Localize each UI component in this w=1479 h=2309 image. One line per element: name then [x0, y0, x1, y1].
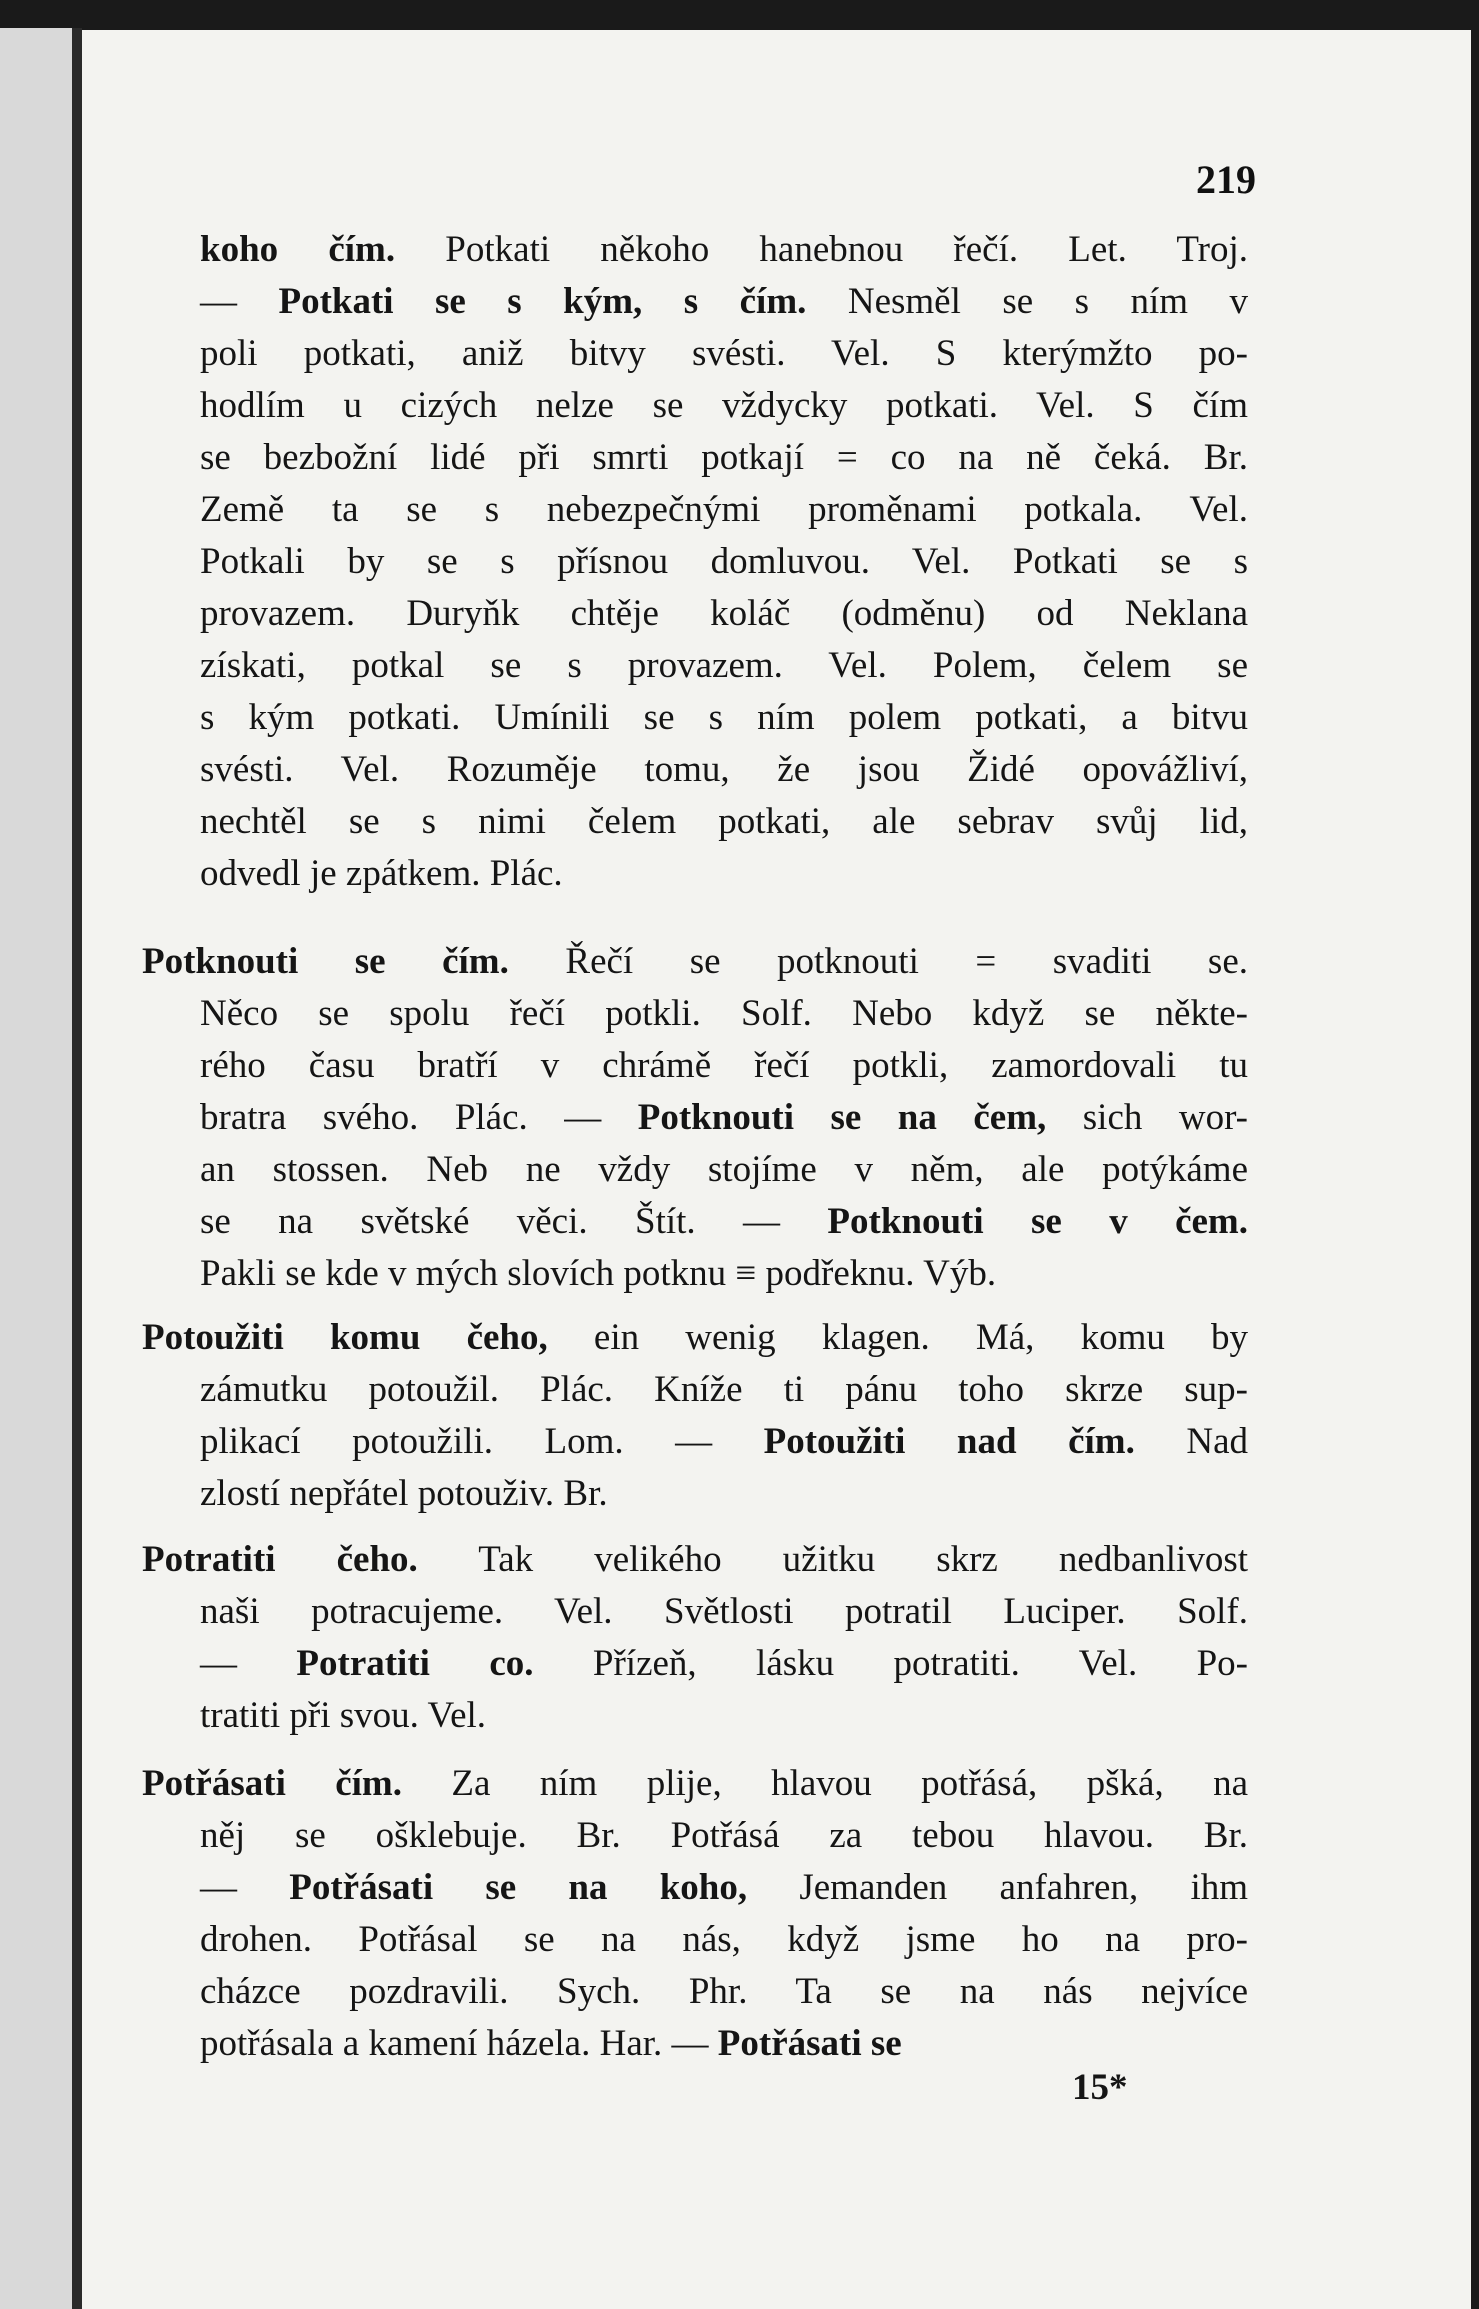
text-run: Nesměl se s ním v — [806, 281, 1248, 322]
text-line — [200, 1966, 1248, 2018]
text-line — [200, 1416, 1248, 1468]
text-line — [200, 1092, 1248, 1144]
text-run: — — [200, 1643, 297, 1684]
text-run: drohen. Potřásal se na nás, když jsme ho na pro- — [200, 1919, 1248, 1960]
text-run: — — [200, 1867, 290, 1908]
text-line — [200, 1690, 1248, 1742]
text-run: rého času bratří v chrámě řečí potkli, zamordovali tu — [200, 1045, 1248, 1086]
text-run: získati, potkal se s provazem. Vel. Polem, čelem se — [200, 645, 1248, 686]
text-run: s kým potkati. Umínili se s ním polem potkati, a bitvu — [200, 697, 1248, 738]
text-run: Potkati někoho hanebnou řečí. Let. Troj. — [395, 229, 1248, 270]
text-line — [200, 588, 1248, 640]
text-run: plikací potoužili. Lom. — — [200, 1421, 764, 1462]
text-run: tratiti při svou. Vel. — [200, 1695, 487, 1736]
dictionary-entry-potkati — [200, 224, 1248, 900]
text-line — [200, 988, 1248, 1040]
text-run: Jemanden anfahren, ihm — [747, 1867, 1249, 1908]
text-run: odvedl je zpátkem. Plác. — [200, 853, 563, 894]
text-line — [142, 1758, 1248, 1810]
headword: Potřásati se — [717, 2023, 902, 2064]
text-line — [200, 432, 1248, 484]
text-line — [200, 1914, 1248, 1966]
text-run: — — [200, 281, 279, 322]
text-line — [200, 1248, 1248, 1300]
text-run: potřásala a kamení házela. Har. — — [200, 2023, 718, 2064]
text-run: Přízeň, lásku potratiti. Vel. Po- — [533, 1643, 1248, 1684]
text-line — [200, 2018, 1248, 2070]
adjacent-page-edge — [0, 28, 72, 2309]
text-run: hodlím u cizých nelze se vždycky potkati. Vel. S čím — [200, 385, 1248, 426]
text-run: poli potkati, aniž bitvy svésti. Vel. S kterýmžto po- — [200, 333, 1248, 374]
text-run: Něco se spolu řečí potkli. Solf. Nebo když se někte- — [200, 993, 1248, 1034]
text-line — [142, 936, 1248, 988]
text-line — [200, 276, 1248, 328]
text-line — [200, 484, 1248, 536]
text-line — [142, 1534, 1248, 1586]
text-run: zámutku potoužil. Plác. Kníže ti pánu toho skrze sup- — [200, 1369, 1248, 1410]
text-run: svésti. Vel. Rozuměje tomu, že jsou Židé opovážliví, — [200, 749, 1248, 790]
page-number: 219 — [1196, 157, 1256, 202]
headword: Potratiti čeho. — [142, 1539, 418, 1580]
text-line — [200, 1586, 1248, 1638]
text-run: něj se ošklebuje. Br. Potřásá za tebou hlavou. Br. — [200, 1815, 1248, 1856]
text-run: sich wor- — [1046, 1097, 1248, 1138]
text-run: an stossen. Neb ne vždy stojíme v něm, ale potýkáme — [200, 1149, 1248, 1190]
headword: Potknouti se čím. — [142, 941, 509, 982]
headword: Potoužiti nad čím. — [763, 1421, 1135, 1462]
text-run: Za ním plije, hlavou potřásá, pšká, na — [402, 1763, 1248, 1804]
headword: Potkati se s kým, s čím. — [278, 281, 807, 322]
text-line — [200, 224, 1248, 276]
book-gutter — [72, 28, 82, 2309]
text-line — [200, 692, 1248, 744]
text-run: se bezbožní lidé při smrti potkají = co na ně čeká. Br. — [200, 437, 1248, 478]
dictionary-entry-potknouti — [142, 936, 1248, 1300]
dictionary-entry-potratiti — [142, 1534, 1248, 1742]
text-line — [200, 536, 1248, 588]
text-run: cházce pozdravili. Sych. Phr. Ta se na nás nejvíce — [200, 1971, 1248, 2012]
text-line — [200, 380, 1248, 432]
headword: Potřásati čím. — [142, 1763, 402, 1804]
text-line — [200, 744, 1248, 796]
headword: koho čím. — [200, 229, 396, 270]
text-line — [200, 796, 1248, 848]
text-run: Pakli se kde v mých slovích potknu ≡ podřeknu. Výb. — [200, 1253, 997, 1294]
headword: Potknouti se v čem. — [827, 1201, 1248, 1242]
text-run: zlostí nepřátel potouživ. Br. — [200, 1473, 608, 1514]
dictionary-entry-potrasati — [142, 1758, 1249, 2070]
text-line — [200, 640, 1248, 692]
text-line — [200, 1196, 1248, 1248]
text-line — [200, 1638, 1248, 1690]
text-line — [200, 1468, 1248, 1520]
headword: Potknouti se na čem, — [637, 1097, 1047, 1138]
text-run: nechtěl se s nimi čelem potkati, ale sebrav svůj lid, — [200, 801, 1248, 842]
text-line — [200, 1364, 1248, 1416]
text-run: ein wenig klagen. Má, komu by — [547, 1317, 1248, 1358]
text-line — [142, 1312, 1248, 1364]
text-run: bratra svého. Plác. — — [200, 1097, 638, 1138]
text-run: naši potracujeme. Vel. Světlosti potratil Luciper. Solf. — [200, 1591, 1248, 1632]
text-run: Tak velikého užitku skrz nedbanlivost — [417, 1539, 1248, 1580]
text-line — [200, 1040, 1248, 1092]
text-run: provazem. Duryňk chtěje koláč (odměnu) od Neklana — [200, 593, 1248, 634]
text-run: Potkali by se s přísnou domluvou. Vel. Potkati se s — [200, 541, 1248, 582]
text-line — [200, 1862, 1248, 1914]
headword: Potratiti co. — [296, 1643, 534, 1684]
text-run: Řečí se potknouti = svaditi se. — [508, 941, 1248, 982]
text-run: Nad — [1134, 1421, 1248, 1462]
text-line — [200, 848, 1248, 900]
text-run: Země ta se s nebezpečnými proměnami potkala. Vel. — [200, 489, 1248, 530]
headword: Potoužiti komu čeho, — [142, 1317, 548, 1358]
text-line — [200, 1810, 1248, 1862]
signature-mark: 15* — [1072, 2067, 1128, 2108]
text-line — [200, 1144, 1248, 1196]
text-line — [200, 328, 1248, 380]
text-run: se na světské věci. Štít. — — [200, 1201, 828, 1242]
headword: Potřásati se na koho, — [289, 1867, 748, 1908]
dictionary-entry-potouziti — [142, 1312, 1248, 1520]
